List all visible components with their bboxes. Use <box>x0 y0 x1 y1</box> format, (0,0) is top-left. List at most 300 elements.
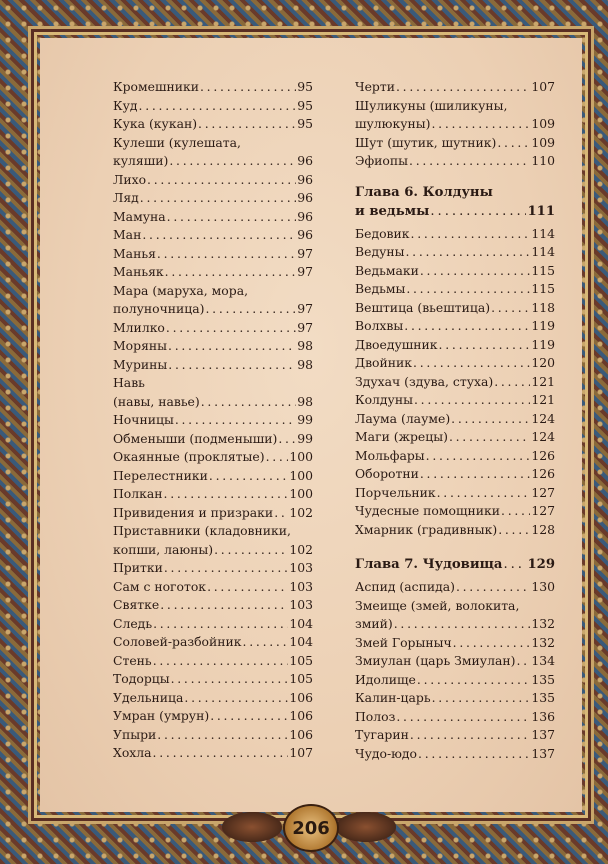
toc-entry <box>355 97 555 134</box>
toc-entry-row <box>113 541 313 560</box>
toc-entry <box>355 280 555 299</box>
toc-entry-title: шулюкуны) <box>355 116 431 131</box>
toc-entry-title: Бедовик <box>355 225 410 241</box>
toc-entry-page: 121 <box>531 392 555 407</box>
toc-entry <box>113 263 313 282</box>
toc-entry-row <box>355 152 555 171</box>
toc-entry-row <box>355 671 555 690</box>
toc-entry-title: Перелестники <box>113 467 208 483</box>
dot-leader <box>157 726 288 745</box>
toc-entry-row <box>113 152 313 171</box>
toc-entry <box>113 134 313 171</box>
toc-entry <box>355 521 555 540</box>
toc-entry-row <box>355 243 555 262</box>
chapter-7-page: 129 <box>527 557 555 572</box>
toc-entry <box>355 225 555 244</box>
toc-entry-row <box>355 78 555 97</box>
toc-entry-page: 127 <box>531 484 555 500</box>
toc-entry-title: Куд <box>113 97 138 113</box>
toc-entry <box>355 336 555 355</box>
toc-entry <box>113 485 313 504</box>
toc-entry-page: 106 <box>289 689 313 705</box>
toc-entry <box>355 428 555 447</box>
toc-entry-page: 110 <box>531 153 555 168</box>
toc-entry <box>355 152 555 171</box>
toc-entry-title: Ман <box>113 227 142 242</box>
toc-entry-row <box>113 596 313 615</box>
toc-entry-page: 120 <box>531 355 555 370</box>
toc-entry-row <box>113 411 313 430</box>
toc-entry-page: 119 <box>531 318 555 333</box>
dot-leader <box>171 670 289 689</box>
toc-entry <box>355 671 555 690</box>
toc-entry-title: Маньяк <box>113 264 164 279</box>
toc-entry <box>355 373 555 392</box>
toc-entry-title: Упыри <box>113 726 157 742</box>
toc-entry <box>113 652 313 671</box>
toc-entry-row <box>113 356 313 375</box>
dot-leader <box>394 615 531 634</box>
toc-entry-title: Вештица (вьештица) <box>355 299 491 315</box>
dot-leader <box>409 152 530 171</box>
toc-entry-row <box>355 652 555 671</box>
toc-entry-row <box>113 652 313 671</box>
toc-entry <box>113 467 313 486</box>
dot-leader <box>207 578 288 597</box>
toc-entry-row <box>355 134 555 153</box>
toc-entry-page: 98 <box>297 393 313 409</box>
toc-entry-row <box>113 578 313 597</box>
toc-entry-row <box>113 337 313 356</box>
toc-entry-title: Оборотни <box>355 466 419 481</box>
toc-entry-row <box>355 708 555 727</box>
chapter-7-entries <box>355 578 555 763</box>
toc-entry-title: Чудесные помощники <box>355 503 501 518</box>
dot-leader <box>209 467 288 486</box>
dot-leader <box>153 744 289 763</box>
toc-entry-row <box>113 319 313 338</box>
toc-entry-page: 102 <box>289 541 313 557</box>
toc-entry-row <box>355 447 555 466</box>
dot-leader <box>164 559 288 578</box>
toc-entry-page: 103 <box>289 578 313 594</box>
toc-entry-row <box>355 354 555 373</box>
toc-entry-row <box>355 521 555 540</box>
toc-entry-row <box>113 726 313 745</box>
page-number-badge: 206 <box>283 804 339 852</box>
toc-entry-title: Идолище <box>355 671 416 687</box>
toc-entry-page: 132 <box>531 616 555 631</box>
toc-left-column <box>113 78 313 763</box>
toc-entry-title: Привидения и призраки <box>113 504 274 520</box>
toc-entry-title: Аспид (аспида) <box>355 579 455 594</box>
toc-entry <box>113 245 313 264</box>
toc-entry-title-line1: Кулеши (кулешата, <box>113 134 241 150</box>
toc-entry <box>355 78 555 97</box>
toc-entry <box>113 689 313 708</box>
dot-leader <box>439 336 531 355</box>
toc-entry-row <box>113 430 313 449</box>
toc-entry-page: 100 <box>289 486 313 501</box>
toc-entry-title: Манья <box>113 245 156 261</box>
toc-entry <box>113 559 313 578</box>
toc-entry-title: копши, лаюны) <box>113 541 214 557</box>
toc-entry-page: 95 <box>297 79 313 94</box>
toc-entry-title: Полкан <box>113 486 163 501</box>
toc-entry <box>113 78 313 97</box>
dot-leader <box>411 225 531 244</box>
toc-entry <box>113 374 313 411</box>
dot-leader <box>491 299 530 318</box>
dot-leader <box>418 745 530 764</box>
toc-entry-row <box>113 226 313 245</box>
toc-entry-title: Лаума (лауме) <box>355 410 451 426</box>
toc-entry-page: 99 <box>297 412 313 427</box>
toc-entry-title: Эфиопы <box>355 153 409 168</box>
toc-entry-row <box>113 670 313 689</box>
toc-entry <box>113 337 313 356</box>
toc-entry-page: 130 <box>531 579 555 594</box>
toc-entry-title-line1: Навь <box>113 375 145 390</box>
toc-entry-row <box>355 336 555 355</box>
toc-entry <box>355 689 555 708</box>
dot-leader <box>396 708 530 727</box>
dot-leader <box>168 356 296 375</box>
toc-entry-page: 128 <box>531 521 555 537</box>
dot-leader <box>431 115 530 134</box>
dot-leader <box>198 115 296 134</box>
chapter-7-title-entry <box>355 555 555 574</box>
toc-entry-row <box>113 615 313 634</box>
toc-entry-title: Двоедушник <box>355 336 438 352</box>
toc-entry-title: Мамуна <box>113 208 166 224</box>
dot-leader <box>142 226 296 245</box>
toc-entry-page: 121 <box>531 373 555 389</box>
dot-leader <box>140 189 296 208</box>
toc-entry-title: Кромешники <box>113 79 199 94</box>
toc-entry-page: 119 <box>531 336 555 352</box>
toc-entry-title: Шут (шутик, шутник) <box>355 134 497 150</box>
toc-entry-page: 105 <box>289 671 313 686</box>
dot-leader <box>243 633 289 652</box>
toc-entry-row <box>113 97 313 116</box>
toc-entry-page: 136 <box>531 708 555 724</box>
toc-entry <box>355 745 555 764</box>
toc-entry-title: Святке <box>113 597 160 612</box>
toc-entry <box>355 652 555 671</box>
toc-entry <box>355 726 555 745</box>
toc-entry <box>355 299 555 318</box>
toc-entry-title: (навы, навье) <box>113 393 200 409</box>
dot-leader <box>160 596 288 615</box>
toc-entry-page: 99 <box>297 430 313 446</box>
toc-entry <box>113 522 313 559</box>
toc-entry-title: Здухач (здува, стуха) <box>355 373 494 389</box>
toc-entry-page: 105 <box>289 652 313 668</box>
toc-entry <box>355 708 555 727</box>
toc-entry-row <box>113 707 313 726</box>
toc-entry-page: 100 <box>289 467 313 483</box>
toc-entry-page: 96 <box>297 153 313 168</box>
toc-entry <box>113 578 313 597</box>
toc-entry-title: Следь <box>113 615 153 631</box>
toc-entry-title: Черти <box>355 79 395 94</box>
toc-entry-title: Маги (жрецы) <box>355 429 448 444</box>
dot-leader <box>405 243 530 262</box>
toc-entry-title-line1: Мара (маруха, мора, <box>113 282 249 298</box>
toc-entry-page: 95 <box>297 97 313 113</box>
toc-entry <box>355 243 555 262</box>
toc-entry-row <box>355 410 555 429</box>
dot-leader <box>200 78 296 97</box>
toc-entry-title: Ляд <box>113 190 139 205</box>
toc-entry-row <box>355 502 555 521</box>
toc-entry-row <box>355 391 555 410</box>
toc-entry-row <box>355 115 555 134</box>
toc-entry-title: Калин-царь <box>355 690 431 705</box>
toc-entry-row <box>113 744 313 763</box>
toc-entry-row <box>355 745 555 764</box>
toc-entry <box>113 97 313 116</box>
toc-entry <box>113 744 313 763</box>
toc-entry-page: 97 <box>297 264 313 279</box>
dot-leader <box>147 171 296 190</box>
toc-entry-title: Змиулан (царь Змиулан) <box>355 653 516 668</box>
toc-entry-page: 102 <box>289 504 313 520</box>
toc-entry-title: Хохла <box>113 745 152 760</box>
toc-right-top-list <box>355 78 555 171</box>
toc-entry <box>355 502 555 521</box>
toc-entry-title: Ведуны <box>355 244 405 259</box>
dot-leader <box>274 504 288 523</box>
toc-entry <box>113 448 313 467</box>
toc-entry-page: 126 <box>531 447 555 463</box>
toc-entry <box>355 484 555 503</box>
toc-entry-row <box>113 393 313 412</box>
toc-entry-row <box>113 504 313 523</box>
toc-entry-row <box>113 559 313 578</box>
toc-entry-row <box>355 634 555 653</box>
dot-leader <box>453 634 531 653</box>
dot-leader <box>516 652 530 671</box>
toc-entry-row <box>113 245 313 264</box>
toc-entry <box>113 504 313 523</box>
dot-leader <box>164 485 289 504</box>
toc-entry-title-line1: Змеище (змей, волокита, <box>355 597 520 613</box>
toc-entry-title: Ночницы <box>113 412 174 427</box>
dot-leader <box>417 671 530 690</box>
dot-leader <box>153 652 289 671</box>
dot-leader <box>404 317 530 336</box>
dot-leader <box>420 262 531 281</box>
chapter-6-heading <box>355 183 555 221</box>
dot-leader <box>165 263 297 282</box>
toc-entry-title: Мурины <box>113 356 168 372</box>
toc-entry-page: 107 <box>289 745 313 760</box>
toc-entry <box>113 670 313 689</box>
dot-leader <box>167 208 297 227</box>
dot-leader <box>432 689 531 708</box>
toc-entry-page: 106 <box>289 708 313 723</box>
toc-entry-title: Волхвы <box>355 318 404 333</box>
toc-entry-page: 98 <box>297 338 313 353</box>
toc-entry-row <box>113 189 313 208</box>
toc-entry-title: Двойник <box>355 355 413 370</box>
toc-entry <box>355 597 555 634</box>
toc-entry-page: 103 <box>289 597 313 612</box>
toc-entry-title: Умран (умрун) <box>113 708 210 723</box>
dot-leader <box>169 152 296 171</box>
toc-entry-page: 135 <box>531 690 555 705</box>
dot-leader <box>426 447 531 466</box>
toc-entry-page: 114 <box>531 225 555 241</box>
toc-entry-row <box>113 171 313 190</box>
toc-entry-row <box>355 615 555 634</box>
toc-entry <box>113 430 313 449</box>
toc-entry-row <box>355 726 555 745</box>
toc-entry-page: 95 <box>297 116 313 131</box>
dot-leader <box>498 521 530 540</box>
toc-entry <box>113 189 313 208</box>
toc-entry-row <box>113 448 313 467</box>
dot-leader <box>166 319 296 338</box>
toc-entry-title: куляши) <box>113 153 169 168</box>
toc-entry-row <box>113 115 313 134</box>
dot-leader <box>210 707 288 726</box>
toc-entry-title: Удельница <box>113 689 184 705</box>
toc-entry-title-line1: Приставники (кладовники, <box>113 523 291 538</box>
toc-entry <box>355 447 555 466</box>
toc-entry-row <box>355 262 555 281</box>
toc-entry-page: 100 <box>289 449 313 464</box>
toc-entry-title: Колдуны <box>355 392 413 407</box>
toc-entry-page: 118 <box>531 299 555 315</box>
toc-entry-row <box>355 689 555 708</box>
toc-entry-title: Стень <box>113 652 152 668</box>
toc-entry-page: 109 <box>531 116 555 131</box>
ornament-right-icon <box>336 812 396 842</box>
toc-entry-page: 115 <box>531 262 555 278</box>
toc-entry-title: Тугарин <box>355 727 409 742</box>
toc-entry <box>113 596 313 615</box>
toc-entry-row <box>355 280 555 299</box>
dot-leader <box>413 354 530 373</box>
toc-entry-title: Млилко <box>113 319 165 335</box>
toc-entry-row <box>355 317 555 336</box>
toc-entry <box>113 319 313 338</box>
toc-entry-page: 106 <box>289 726 313 742</box>
toc-entry-page: 114 <box>531 244 555 259</box>
toc-entry-title: Моряны <box>113 338 168 353</box>
dot-leader <box>420 465 531 484</box>
dot-leader <box>497 134 530 153</box>
toc-entry-page: 104 <box>289 615 313 631</box>
dot-leader <box>406 280 530 299</box>
toc-entry-title: Чудо-юдо <box>355 745 418 761</box>
toc-entry <box>113 726 313 745</box>
toc-entry <box>113 171 313 190</box>
chapter-6-entries <box>355 225 555 540</box>
toc-entry <box>355 578 555 597</box>
toc-entry <box>355 634 555 653</box>
toc-entry-page: 96 <box>297 171 313 187</box>
toc-entry-page: 97 <box>297 301 313 316</box>
toc-entry-page: 137 <box>531 727 555 742</box>
toc-entry-page: 97 <box>297 319 313 335</box>
toc-entry-title: Мольфары <box>355 447 425 463</box>
toc-entry-page: 103 <box>289 560 313 575</box>
toc-entry-title: Кука (кукан) <box>113 116 198 131</box>
toc-entry-row <box>355 225 555 244</box>
toc-entry-page: 124 <box>531 429 555 444</box>
dot-leader <box>278 430 296 449</box>
toc-entry <box>113 356 313 375</box>
toc-entry-row <box>113 208 313 227</box>
toc-entry-title: Хмарник (градивнык) <box>355 521 498 537</box>
dot-leader <box>501 502 530 521</box>
toc-entry-page: 109 <box>531 134 555 150</box>
toc-entry-row <box>355 465 555 484</box>
toc-right-column <box>355 78 555 763</box>
toc-entry-row <box>113 485 313 504</box>
toc-entry-title: Ведьмаки <box>355 262 419 278</box>
dot-leader <box>153 615 288 634</box>
toc-entry-page: 98 <box>297 356 313 372</box>
toc-entry <box>113 226 313 245</box>
toc-entry <box>355 410 555 429</box>
toc-entry-title-line1: Шуликуны (шиликуны, <box>355 97 508 113</box>
toc-entry-page: 96 <box>297 208 313 224</box>
toc-entry-row <box>113 300 313 319</box>
toc-entry-title: Ведьмы <box>355 281 406 296</box>
toc-entry-row <box>113 689 313 708</box>
dot-leader <box>184 689 288 708</box>
toc-entry-row <box>355 484 555 503</box>
toc-entry <box>113 208 313 227</box>
dot-leader <box>139 97 297 116</box>
ornament-left-icon <box>222 812 282 842</box>
toc-entry-page: 135 <box>531 671 555 687</box>
dot-leader <box>437 484 531 503</box>
toc-entry-title: Обменыши (подменыши) <box>113 430 278 446</box>
dot-leader <box>175 411 296 430</box>
dot-leader <box>214 541 288 560</box>
toc-entry-title: Порчельник <box>355 484 436 500</box>
toc-entry <box>113 707 313 726</box>
chapter-7-heading <box>355 555 555 574</box>
toc-entry <box>355 465 555 484</box>
dot-leader <box>430 202 526 221</box>
dot-leader <box>157 245 296 264</box>
toc-entry <box>355 354 555 373</box>
toc-entry-title: Окаянные (проклятые) <box>113 449 265 464</box>
toc-entry-title: Сам с ноготок <box>113 578 207 594</box>
dot-leader <box>266 448 289 467</box>
toc-entry-page: 104 <box>289 634 313 649</box>
toc-entry-row <box>113 78 313 97</box>
toc-entry-page: 124 <box>531 410 555 426</box>
chapter-6-title-entry <box>355 202 555 221</box>
dot-leader <box>503 555 526 574</box>
dot-leader <box>414 391 530 410</box>
toc-entry-title: Змей Горыныч <box>355 634 452 650</box>
toc-entry-title: полуночница) <box>113 301 205 316</box>
toc-entry-row <box>113 263 313 282</box>
toc-entry-page: 107 <box>531 79 555 94</box>
toc-entry-row <box>355 428 555 447</box>
dot-leader <box>494 373 530 392</box>
toc-entry-page: 97 <box>297 245 313 261</box>
